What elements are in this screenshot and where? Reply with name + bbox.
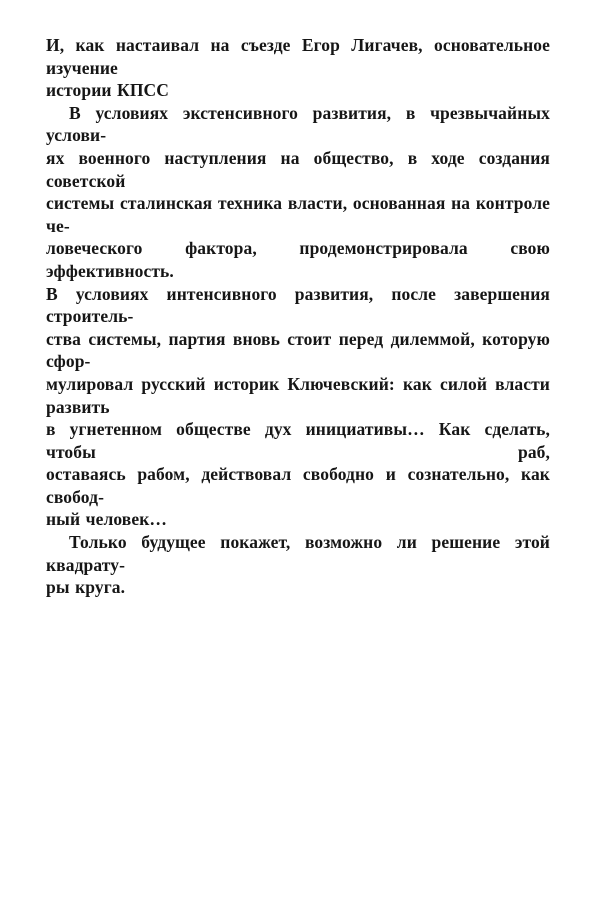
text-line: мулировал русский историк Ключевский: как силой власти развить: [46, 373, 550, 417]
text-line: ства системы, партия вновь стоит перед дилеммой, которую сфор-: [46, 328, 550, 372]
text-column: [46, 34, 550, 599]
text-line: Только будущее покажет, возможно ли решение этой квадрату-: [46, 532, 550, 575]
text-line: системы сталинская техника власти, основанная на контроле че-: [46, 193, 550, 236]
text-line: ры круга.: [46, 577, 126, 598]
text-line: И, как настаивал на съезде Егор Лигачев, основательное изучение: [46, 35, 550, 78]
text-line: оставаясь рабом, действовал свободно и сознательно, как свобод-: [46, 464, 550, 507]
text-line: ях военного наступления на общество, в ходе создания советской: [46, 147, 550, 191]
text-line: в угнетенном обществе дух инициативы… Как сделать, чтобы раб,: [46, 419, 550, 462]
text-line: истории КПСС: [46, 80, 170, 101]
text-line: В условиях интенсивного развития, после завершения строитель-: [46, 283, 550, 327]
text-line: ловеческого фактора, продемонстрировала свою эффективность.: [46, 238, 550, 281]
text-line: В условиях экстенсивного развития, в чрезвычайных услови-: [46, 102, 550, 146]
text-line: ный человек…: [46, 509, 167, 530]
